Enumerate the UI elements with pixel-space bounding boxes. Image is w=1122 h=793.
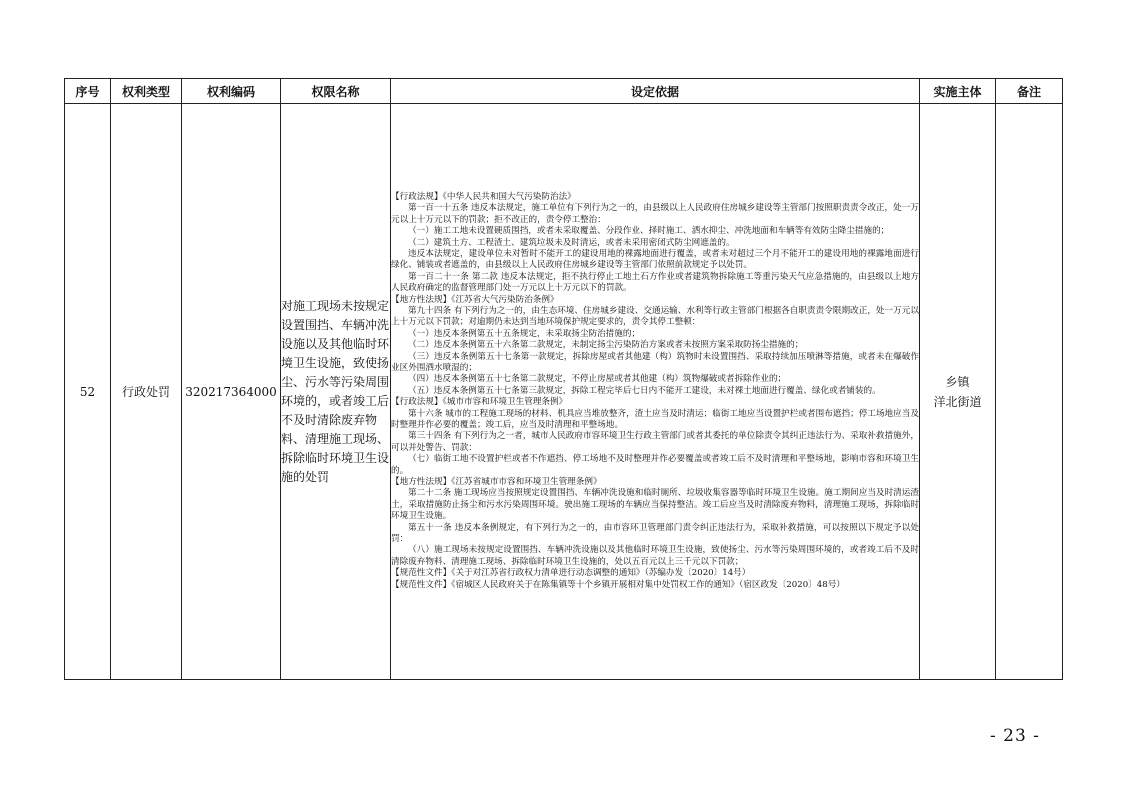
header-name: 权限名称 <box>281 79 391 104</box>
basis-line: 【行政法规】《中华人民共和国大气污染防治法》 <box>391 191 576 202</box>
page-number: - 23 - <box>990 726 1040 746</box>
basis-line: 第九十四条 有下列行为之一的，由生态环境、住房城乡建设、交通运输、水利等行政主管部门根据各自职责责令限期改正，处一万元以上十万元以下罚款；对逾期仍未达到当地环境保护规定要求的，责令其停工整顿： <box>391 305 919 328</box>
row-agency: 乡镇 洋北街道 <box>920 104 996 680</box>
authority-table <box>64 78 1063 680</box>
basis-line: 【规范性文件】《关于对江苏省行政权力清单进行动态调整的通知》（苏编办发〔2020〕14号） <box>391 568 751 579</box>
basis-line: 第五十一条 违反本条例规定，有下列行为之一的，由市容环卫管理部门责令纠正违法行为，采取补救措施，可以按照以下规定予以处罚： <box>391 522 919 545</box>
basis-line: （五）违反本条例第五十七条第三款规定，拆除工程完毕后七日内不能开工建设，未对裸土地面进行覆盖、绿化或者铺装的。 <box>408 385 881 396</box>
header-remark: 备注 <box>996 79 1063 104</box>
basis-line: 【地方性法规】《江苏省城市市容和环境卫生管理条例》 <box>391 477 602 488</box>
basis-line: （四）违反本条例第五十七条第二款规定，不停止房屋或者其他建（构）筑物爆破或者拆除作业的； <box>408 374 787 385</box>
basis-line: 【地方性法规】《江苏省大气污染防治条例》 <box>391 294 559 305</box>
basis-line: （二）违反本条例第五十六条第二款规定，未制定扬尘污染防治方案或者未按照方案采取防扬尘措施的； <box>408 340 804 351</box>
table-row <box>65 104 1063 680</box>
basis-line: （二）建筑土方、工程渣土、建筑垃圾未及时清运，或者未采用密闭式防尘网遮盖的。 <box>408 237 735 248</box>
basis-line: （一）施工工地未设置硬质围挡，或者未采取覆盖、分段作业、择时施工、洒水抑尘、冲洗地面和车辆等有效防尘降尘措施的； <box>408 226 890 237</box>
row-authority-name: 对施工现场未按规定设置围挡、车辆冲洗设施以及其他临时环境卫生设施，致使扬尘、污水等污染周围环境的，或者竣工后不及时清除废弃物料、清理施工现场、拆除临时环境卫生设施的处罚 <box>281 104 391 680</box>
row-basis <box>391 104 920 680</box>
header-index: 序号 <box>65 79 111 104</box>
basis-line: （三）违反本条例第五十七条第一款规定，拆除房屋或者其他建（构）筑物时未设置围挡、采取持续加压喷淋等措施，或者未在爆破作业区外围洒水喷湿的； <box>391 351 919 373</box>
header-row <box>65 79 1063 104</box>
header-code: 权利编码 <box>182 79 281 104</box>
basis-line: 第十六条 城市的工程施工现场的材料、机具应当堆放整齐，渣土应当及时清运；临街工地应当设置护栏或者围布遮挡；停工场地应当及时整理并作必要的覆盖；竣工后，应当及时清理和平整场地。 <box>391 408 920 431</box>
row-remark <box>996 104 1063 680</box>
basis-line: （七）临街工地不设置护栏或者不作遮挡、停工场地不及时整理并作必要覆盖或者竣工后不及时清理和平整场地，影响市容和环境卫生的。 <box>391 454 919 476</box>
header-basis: 设定依据 <box>391 79 920 104</box>
row-index: 52 <box>65 104 111 680</box>
header-agency: 实施主体 <box>920 79 996 104</box>
header-type: 权利类型 <box>111 79 182 104</box>
basis-line: 【行政法规】《城市市容和环境卫生管理条例》 <box>391 397 568 408</box>
basis-line: 第一百二十一条 第二款 违反本法规定，拒不执行停止工地土石方作业或者建筑物拆除施工等重污染天气应急措施的，由县级以上地方人民政府确定的监督管理部门处一万元以上十万元以下的罚款。 <box>391 271 919 294</box>
basis-line: （一）违反本条例第五十五条规定，未采取扬尘防治措施的； <box>408 328 641 339</box>
basis-line: （八）施工现场未按规定设置围挡、车辆冲洗设施以及其他临时环境卫生设施，致使扬尘、污水等污染周围环境的，或者竣工后不及时清除废弃物料、清理施工现场、拆除临时环境卫生设施的，处以五百元以上三千元以下罚款； <box>391 545 919 567</box>
basis-line: 第一百一十五条 违反本法规定，施工单位有下列行为之一的，由县级以上人民政府住房城乡建设等主管部门按照职责责令改正，处一万元以上十万元以下的罚款；拒不改正的，责令停工整治： <box>391 203 919 225</box>
basis-line: 第三十四条 有下列行为之一者，城市人民政府市容环境卫生行政主管部门或者其委托的单位除责令其纠正违法行为、采取补救措施外，可以并处警告、罚款： <box>391 431 919 453</box>
basis-line: 【规范性文件】《宿城区人民政府关于在陈集镇等十个乡镇开展相对集中处罚权工作的通知》（宿区政发〔2020〕48号） <box>391 579 845 590</box>
basis-line: 第二十二条 施工现场应当按照规定设置围挡、车辆冲洗设施和临时厕所、垃圾收集容器等临时环境卫生设施。施工期间应当及时清运渣土，采取措施防止扬尘和污水污染周围环境。驶出施工现场的车辆应当保持整洁。竣工后应当及时清除废弃物料，清理施工现场，拆除临时环境卫生设施。 <box>391 488 919 522</box>
row-code: 320217364000 <box>182 104 281 680</box>
row-type: 行政处罚 <box>111 104 182 680</box>
basis-line: 违反本法规定，建设单位未对暂时不能开工的建设用地的裸露地面进行覆盖，或者未对超过三个月不能开工的建设用地的裸露地面进行绿化、铺装或者遮盖的，由县级以上人民政府住房城乡建设等主管部门依照前款规定予以处罚。 <box>391 248 919 271</box>
